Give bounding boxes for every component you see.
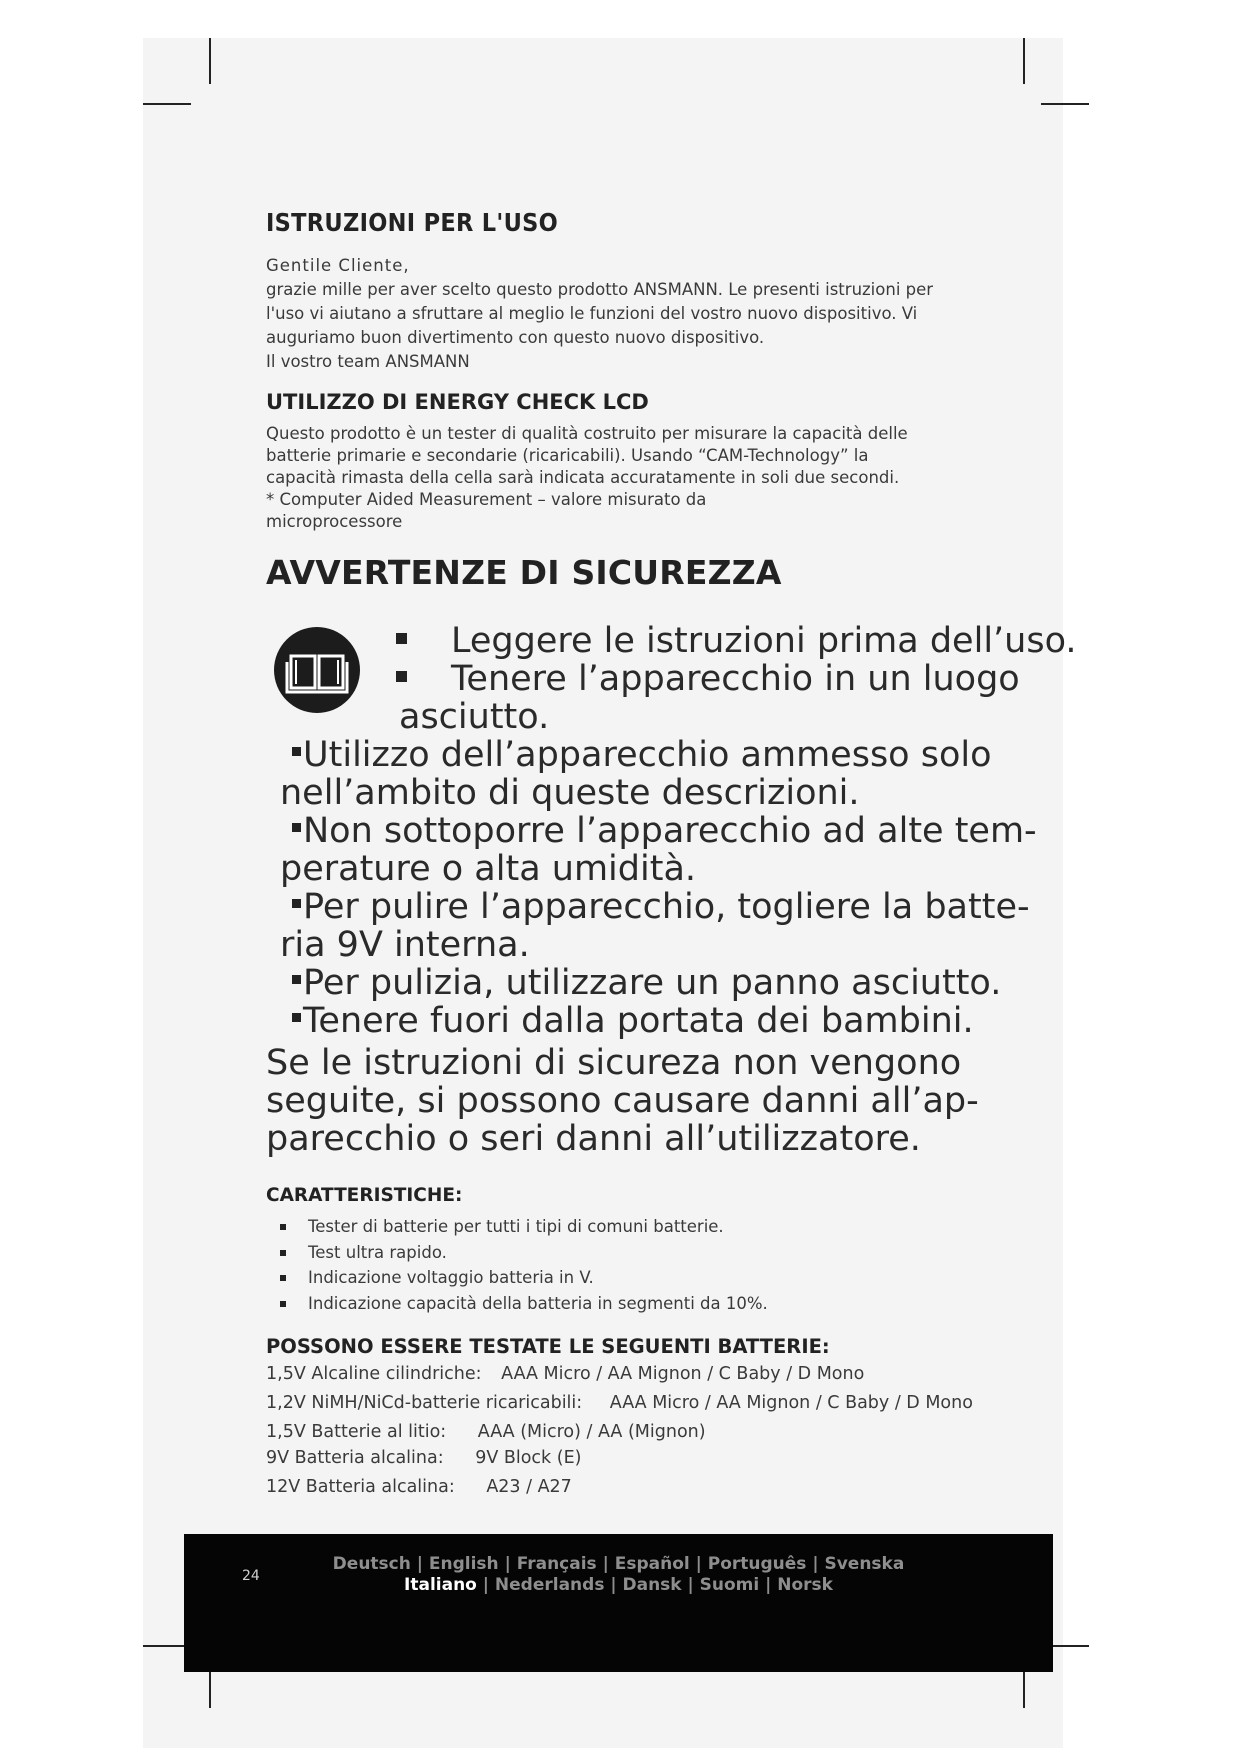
warning-text: ria 9V interna. bbox=[280, 925, 530, 965]
list-item: Indicazione voltaggio batteria in V. bbox=[280, 1265, 980, 1291]
features-list bbox=[280, 1214, 980, 1316]
crop-mark bbox=[1023, 38, 1025, 84]
features-heading: CARATTERISTICHE: bbox=[266, 1185, 463, 1206]
warning-text: Tenere fuori dalla portata dei bambini. bbox=[303, 1001, 974, 1041]
usage-line: * Computer Aided Measurement – valore misurato da bbox=[266, 490, 707, 509]
bullet-icon bbox=[396, 671, 407, 682]
battery-sizes: 9V Block (E) bbox=[475, 1448, 582, 1468]
battery-row bbox=[266, 1448, 581, 1468]
bullet-icon bbox=[292, 823, 301, 832]
bullet-icon bbox=[292, 1013, 301, 1022]
language-line bbox=[184, 1575, 1053, 1596]
battery-type: 1,5V Alcaline cilindriche: bbox=[266, 1364, 482, 1384]
warning-text: Per pulizia, utilizzare un panno asciutto. bbox=[303, 963, 1002, 1003]
warning-text: Leggere le istruzioni prima dell’uso. bbox=[451, 621, 1077, 661]
bullet-icon bbox=[396, 633, 407, 644]
book-icon bbox=[273, 626, 361, 714]
safety-note: seguite, si possono causare danni all’ap- bbox=[266, 1081, 979, 1121]
list-item: Tester di batterie per tutti i tipi di comuni batterie. bbox=[280, 1214, 980, 1240]
battery-sizes: AAA (Micro) / AA (Mignon) bbox=[477, 1422, 706, 1442]
battery-type: 9V Batteria alcalina: bbox=[266, 1448, 444, 1468]
battery-type: 12V Batteria alcalina: bbox=[266, 1477, 455, 1497]
battery-sizes: A23 / A27 bbox=[486, 1477, 572, 1497]
crop-mark bbox=[1041, 103, 1089, 105]
intro-signature: Il vostro team ANSMANN bbox=[266, 352, 470, 371]
battery-row bbox=[266, 1477, 572, 1497]
safety-note: parecchio o seri danni all’utilizzatore. bbox=[266, 1119, 921, 1159]
battery-row bbox=[266, 1393, 973, 1413]
warning-item bbox=[396, 622, 1077, 660]
warning-item bbox=[292, 888, 1030, 926]
safety-note: Se le istruzioni di sicureza non vengono bbox=[266, 1043, 962, 1083]
bullet-icon bbox=[292, 975, 301, 984]
footer-bar bbox=[184, 1534, 1053, 1672]
warning-text: perature o alta umidità. bbox=[280, 849, 697, 889]
usage-line: batterie primarie e secondarie (ricaricabili). Usando “CAM-Technology” la bbox=[266, 446, 869, 465]
usage-line: microprocessore bbox=[266, 512, 403, 531]
list-item: Indicazione capacità della batteria in segmenti da 10%. bbox=[280, 1291, 980, 1317]
intro-line: l'uso vi aiutano a sfruttare al meglio le funzioni del vostro nuovo dispositivo. Vi bbox=[266, 304, 918, 323]
warning-item bbox=[292, 1002, 974, 1040]
warning-item bbox=[292, 964, 1001, 1002]
bullet-icon bbox=[292, 747, 301, 756]
usage-line: Questo prodotto è un tester di qualità costruito per misurare la capacità delle bbox=[266, 424, 908, 443]
intro-line: grazie mille per aver scelto questo prodotto ANSMANN. Le presenti istruzioni per bbox=[266, 280, 934, 299]
intro-greeting: Gentile Cliente, bbox=[266, 256, 410, 275]
language-list: | Nederlands | Dansk | Suomi | Norsk bbox=[476, 1575, 833, 1595]
warning-item bbox=[292, 736, 992, 774]
usage-line: capacità rimasta della cella sarà indicata accuratamente in soli due secondi. bbox=[266, 468, 900, 487]
bullet-icon bbox=[292, 899, 301, 908]
warning-text: nell’ambito di queste descrizioni. bbox=[280, 773, 860, 813]
battery-row bbox=[266, 1364, 864, 1384]
crop-mark bbox=[209, 38, 211, 84]
batteries-heading: POSSONO ESSERE TESTATE LE SEGUENTI BATTERIE: bbox=[266, 1335, 830, 1358]
battery-row bbox=[266, 1422, 706, 1442]
list-item: Test ultra rapido. bbox=[280, 1240, 980, 1266]
intro-text bbox=[266, 254, 946, 374]
battery-type: 1,2V NiMH/NiCd-batterie ricaricabili: bbox=[266, 1393, 583, 1413]
crop-mark bbox=[143, 103, 191, 105]
usage-text bbox=[266, 423, 946, 533]
warning-text: Non sottoporre l’apparecchio ad alte tem- bbox=[303, 811, 1037, 851]
warning-text: Utilizzo dell’apparecchio ammesso solo bbox=[303, 735, 992, 775]
safety-heading: AVVERTENZE DI SICUREZZA bbox=[266, 553, 782, 592]
warning-text: asciutto. bbox=[399, 697, 550, 737]
warning-item bbox=[396, 660, 1020, 698]
battery-sizes: AAA Micro / AA Mignon / C Baby / D Mono bbox=[609, 1393, 973, 1413]
battery-sizes: AAA Micro / AA Mignon / C Baby / D Mono bbox=[501, 1364, 865, 1384]
warning-item bbox=[292, 812, 1037, 850]
warning-text: Per pulire l’apparecchio, togliere la batte- bbox=[303, 887, 1030, 927]
language-line: Deutsch | English | Français | Español | Português | Svenska bbox=[332, 1554, 905, 1574]
warning-text: Tenere l’apparecchio in un luogo bbox=[451, 659, 1020, 699]
page-number: 24 bbox=[242, 1568, 260, 1584]
active-language: Italiano bbox=[404, 1575, 477, 1595]
intro-line: auguriamo buon divertimento con questo nuovo dispositivo. bbox=[266, 328, 765, 347]
battery-type: 1,5V Batterie al litio: bbox=[266, 1422, 447, 1442]
usage-heading: UTILIZZO DI ENERGY CHECK LCD bbox=[266, 390, 649, 414]
page-title: ISTRUZIONI PER L'USO bbox=[266, 208, 559, 237]
